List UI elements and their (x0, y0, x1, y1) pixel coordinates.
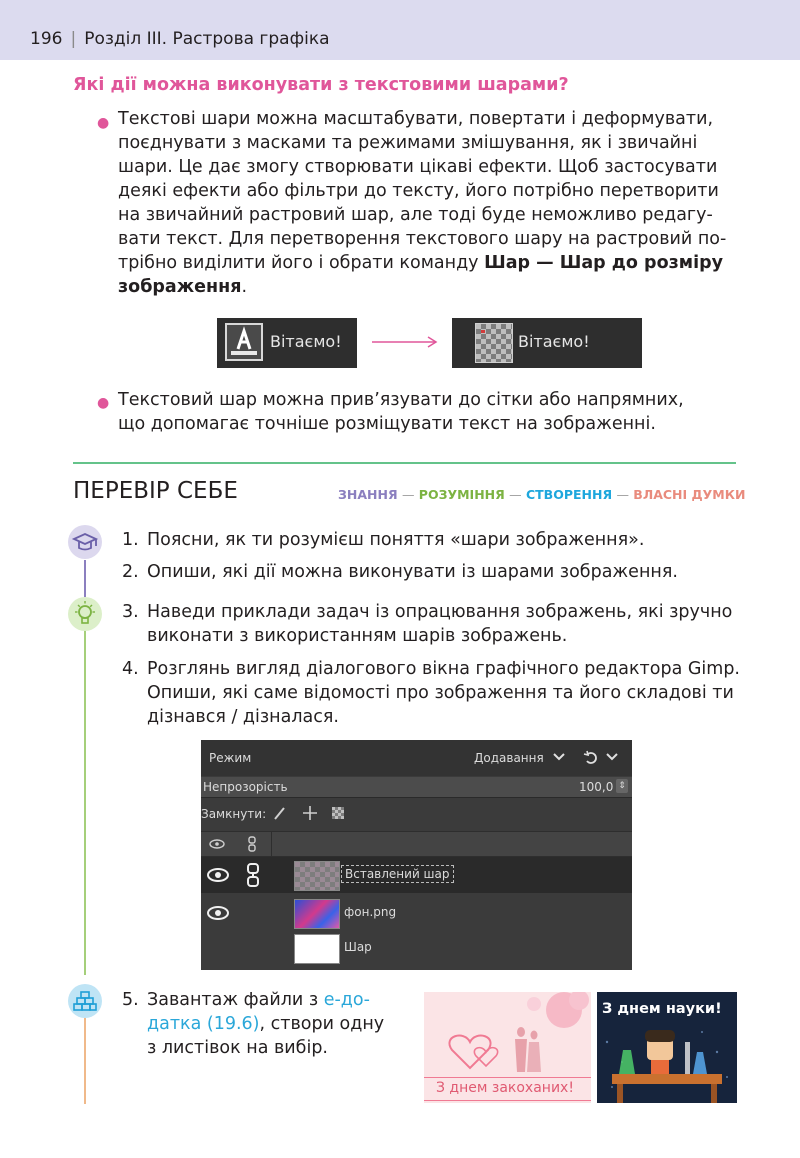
mortarboard-icon (68, 525, 102, 559)
header-text: 196 | Розділ ІІІ. Растрова графіка (30, 29, 330, 49)
layer-name[interactable]: Шар (344, 940, 372, 954)
lightbulb-icon (68, 597, 102, 631)
eye-icon[interactable] (207, 867, 229, 883)
check-yourself-title: ПЕРЕВІР СЕБЕ (73, 478, 238, 504)
valentine-card-caption: З днем закоханих! (436, 1080, 574, 1096)
page-number: 196 (30, 29, 63, 49)
spin-button[interactable]: ⇕ (616, 779, 628, 793)
layer-thumbnail (294, 861, 340, 891)
layer-thumbnail (294, 899, 340, 929)
paragraph-snapping: Текстовий шар можна прив’язувати до сітки або напрямних, що допомагає точніше розміщувати текст на зображенні. (118, 390, 684, 434)
science-card (597, 992, 737, 1103)
mode-select[interactable]: Додавання (474, 751, 544, 765)
paragraph-text-layers: Текстові шари можна масштабувати, повертати і деформувати, поєднувати з масками та режимами змішування, як і звичайні шари. Це дає змогу створювати цікаві ефекти. Щоб застосувати деякі ефекти або фільтри до тексту, його потрібно перетворити на звичайний растровий шар, але тоді буде неможливо редагу- вати текст. Для перетворення текстового шару на растровий по- трібно виділити його і обрати команду Шар — Шар до розміру зображення. (118, 109, 727, 297)
raster-thumbnail (475, 323, 513, 363)
lock-row: Замкнути: (201, 800, 632, 828)
bullet-dot: ● (97, 395, 110, 411)
chain-icon[interactable] (246, 863, 260, 887)
eye-icon (209, 838, 225, 850)
timeline-understanding (84, 630, 86, 975)
skill-levels: ЗНАННЯ — РОЗУМІННЯ — СТВОРЕННЯ — ВЛАСНІ ДУМКИ (338, 487, 746, 502)
layer-row[interactable] (201, 857, 632, 893)
chevron-down-icon[interactable] (553, 752, 565, 762)
layer-name[interactable]: Вставлений шар (341, 865, 454, 883)
mode-row[interactable]: Режим Додавання (201, 740, 632, 776)
layer-row[interactable] (201, 895, 632, 931)
valentine-card (424, 992, 591, 1103)
timeline-knowledge (84, 560, 86, 597)
undo-icon[interactable] (583, 750, 599, 766)
question-heading: Які дії можна виконувати з текстовими шарами? (73, 75, 569, 95)
bullet-dot: ● (97, 115, 110, 131)
section-title: Розділ ІІІ. Растрова графіка (84, 29, 330, 49)
gimp-layers-dialog (201, 740, 632, 970)
blocks-icon (68, 984, 102, 1018)
text-layer-example: Вітаємо! (217, 318, 357, 368)
eye-icon[interactable] (207, 905, 229, 921)
chevron-down-icon[interactable] (606, 752, 618, 762)
science-card-caption: З днем науки! (602, 1001, 722, 1017)
chain-icon (246, 836, 258, 852)
layer-name[interactable]: фон.png (344, 905, 397, 919)
layer-row[interactable] (201, 931, 632, 967)
move-icon[interactable] (302, 805, 318, 821)
layer-thumbnail (294, 934, 340, 964)
section-divider (73, 462, 736, 464)
e-supplement-link[interactable]: е-до- (323, 990, 370, 1010)
layers-header (201, 831, 632, 857)
opacity-slider[interactable]: Непрозорість 100,0 ⇕ (201, 777, 632, 798)
checker-icon[interactable] (332, 807, 344, 819)
text-layer-icon (225, 323, 263, 361)
arrow-right-icon (372, 334, 438, 350)
raster-layer-example: Вітаємо! (452, 318, 642, 368)
timeline-creation (84, 1018, 86, 1104)
e-supplement-link[interactable]: датка (19.6) (147, 1014, 260, 1034)
brush-icon[interactable] (273, 806, 287, 820)
